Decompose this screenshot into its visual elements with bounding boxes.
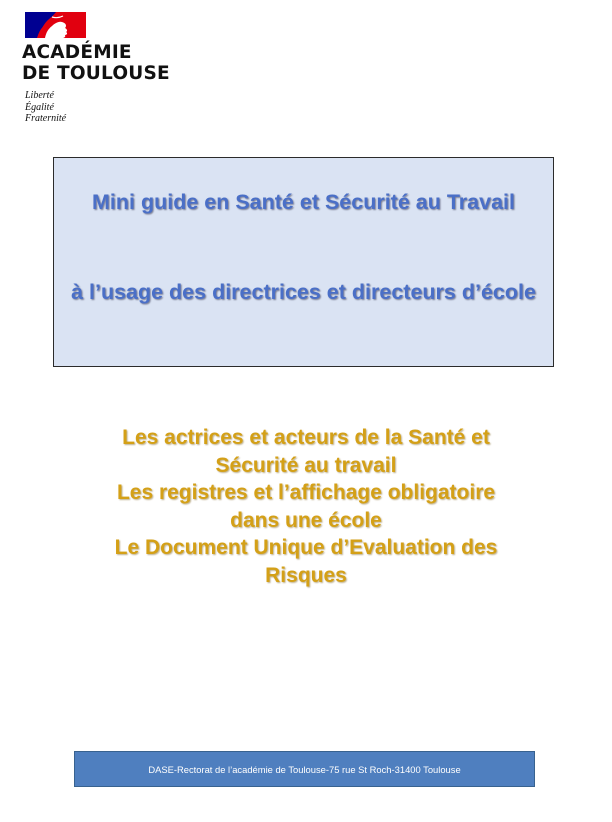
subtitle-line: Le Document Unique d’Evaluation des <box>114 536 498 559</box>
subtitle-line: Les registres et l’affichage obligatoire <box>116 481 496 504</box>
subtitle-line: Sécurité au travail <box>215 453 397 477</box>
document-title-audience: à l’usage des directrices et directeurs d’école <box>71 280 536 304</box>
document-title: Mini guide en Santé et Sécurité au Travail <box>92 190 515 214</box>
academie-logo <box>22 12 192 125</box>
title-box <box>53 157 554 367</box>
footer-address: DASE-Rectorat de l’académie de Toulouse-75 rue St Roch-31400 Toulouse <box>148 763 461 775</box>
marianne-logo-icon <box>25 12 86 38</box>
academie-name-line2: DE TOULOUSE <box>22 63 170 84</box>
document-subtitle <box>40 424 572 589</box>
academie-name-line1: ACADÉMIE <box>22 42 132 63</box>
subtitle-line: dans une école <box>230 508 382 532</box>
motto-fraternite: Fraternité <box>25 113 67 124</box>
republic-motto <box>25 90 192 125</box>
academie-name <box>22 42 192 84</box>
footer-address-bar <box>74 751 535 787</box>
motto-egalite: Égalité <box>25 101 54 113</box>
subtitle-line: Risques <box>265 563 347 587</box>
motto-liberte: Liberté <box>25 90 54 101</box>
subtitle-line: Les actrices et acteurs de la Santé et <box>122 426 490 449</box>
